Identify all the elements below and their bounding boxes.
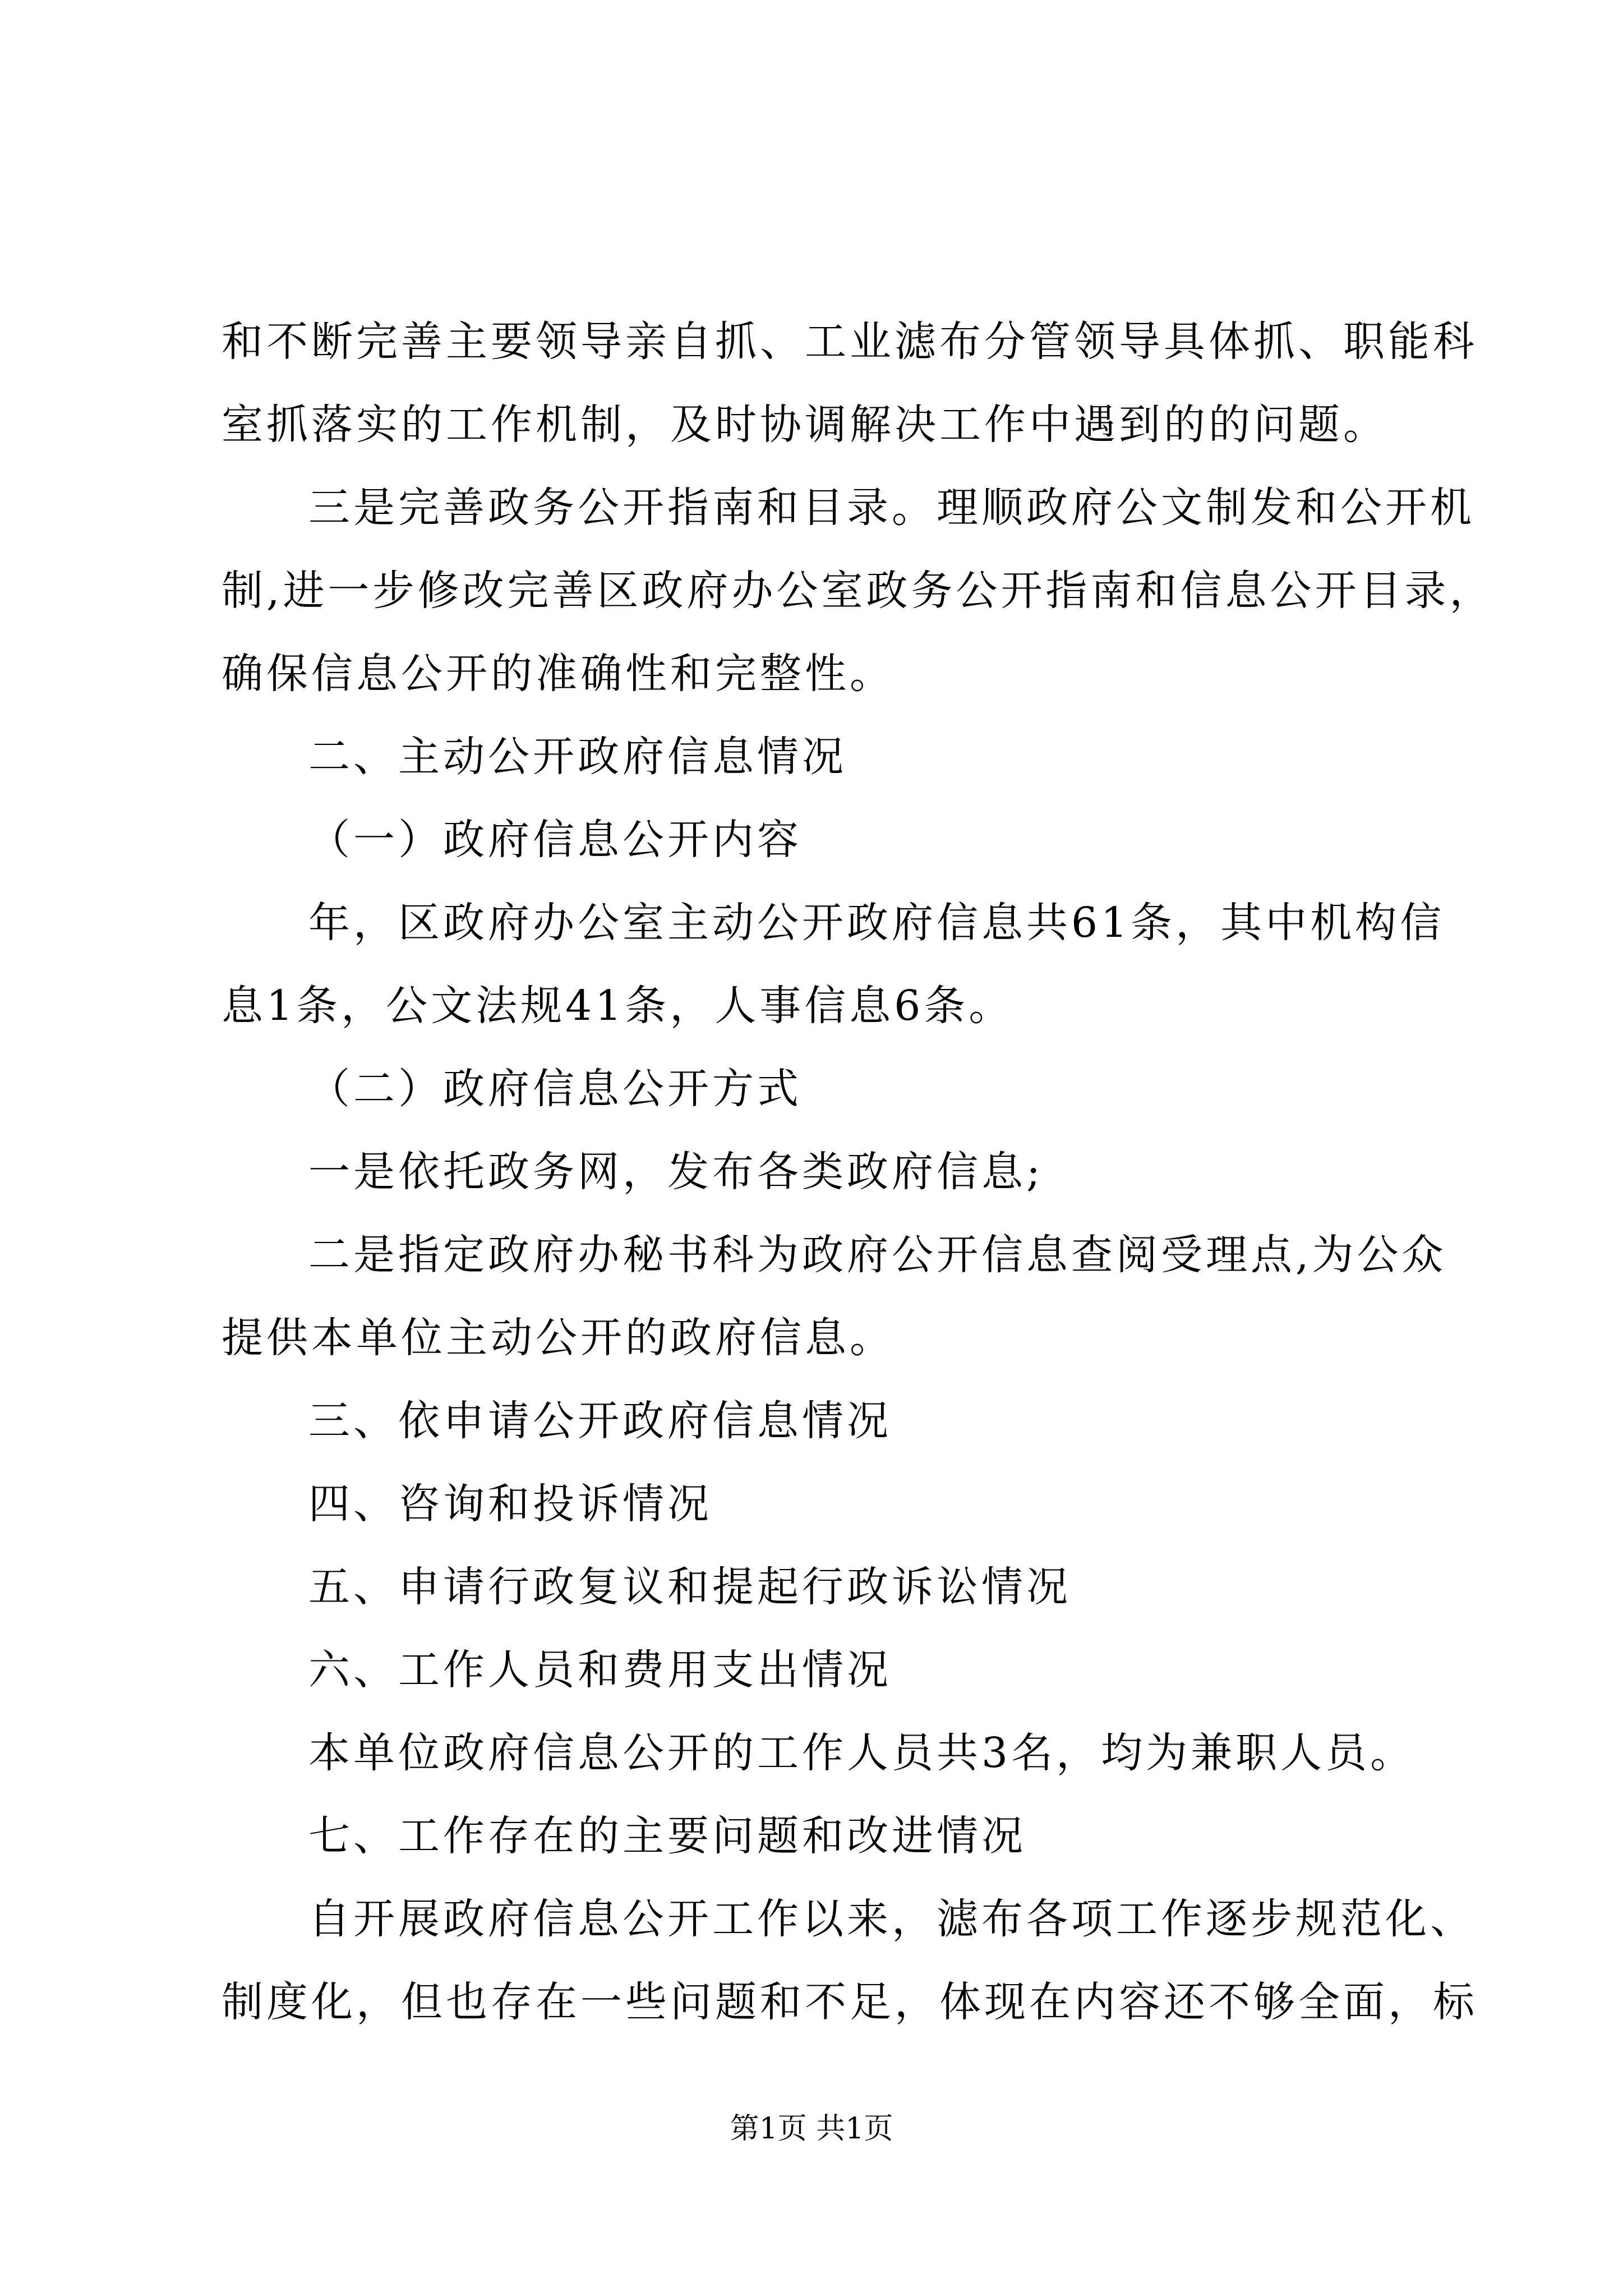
text-line-1: 和不断完善主要领导亲自抓、工业滤布分管领导具体抓、职能科 <box>222 318 1478 366</box>
document-body <box>222 300 1495 2044</box>
text-line-9: 息1条，公文法规41条，人事信息6条。 <box>222 982 1014 1030</box>
section-heading-5: 五、申请行政复议和提起行政诉讼情况 <box>308 1563 1071 1611</box>
section-heading-2: 二、主动公开政府信息情况 <box>308 733 847 781</box>
text-line-11: 一是依托政务网，发布各类政府信息; <box>308 1148 1044 1196</box>
text-line-4: 制,进一步修改完善区政府办公室政务公开指南和信息公开目录， <box>222 567 1495 615</box>
section-heading-6: 六、工作人员和费用支出情况 <box>308 1646 892 1694</box>
text-line-2: 室抓落实的工作机制，及时协调解决工作中遇到的的问题。 <box>222 401 1388 449</box>
text-line-13: 提供本单位主动公开的政府信息。 <box>222 1314 895 1362</box>
page-footer: 第1页 共1页 <box>730 2112 893 2146</box>
text-line-12: 二是指定政府办秘书科为政府公开信息查阅受理点,为公众 <box>308 1231 1447 1279</box>
text-line-18: 本单位政府信息公开的工作人员共3名，均为兼职人员。 <box>308 1729 1415 1777</box>
section-heading-4: 四、咨询和投诉情况 <box>308 1480 712 1528</box>
text-line-3: 三是完善政务公开指南和目录。理顺政府公文制发和公开机 <box>308 484 1475 532</box>
section-heading-3: 三、依申请公开政府信息情况 <box>308 1397 892 1445</box>
subsection-heading-2-2: （二）政府信息公开方式 <box>308 1065 802 1113</box>
subsection-heading-2-1: （一）政府信息公开内容 <box>308 816 802 864</box>
text-line-21: 制度化，但也存在一些问题和不足，体现在内容还不够全面，标 <box>222 1978 1478 2026</box>
text-line-20: 自开展政府信息公开工作以来，滤布各项工作逐步规范化、 <box>308 1895 1475 1943</box>
text-line-5: 确保信息公开的准确性和完整性。 <box>222 650 895 698</box>
section-heading-7: 七、工作存在的主要问题和改进情况 <box>308 1812 1026 1860</box>
text-line-8: 年，区政府办公室主动公开政府信息共61条，其中机构信 <box>308 899 1445 947</box>
